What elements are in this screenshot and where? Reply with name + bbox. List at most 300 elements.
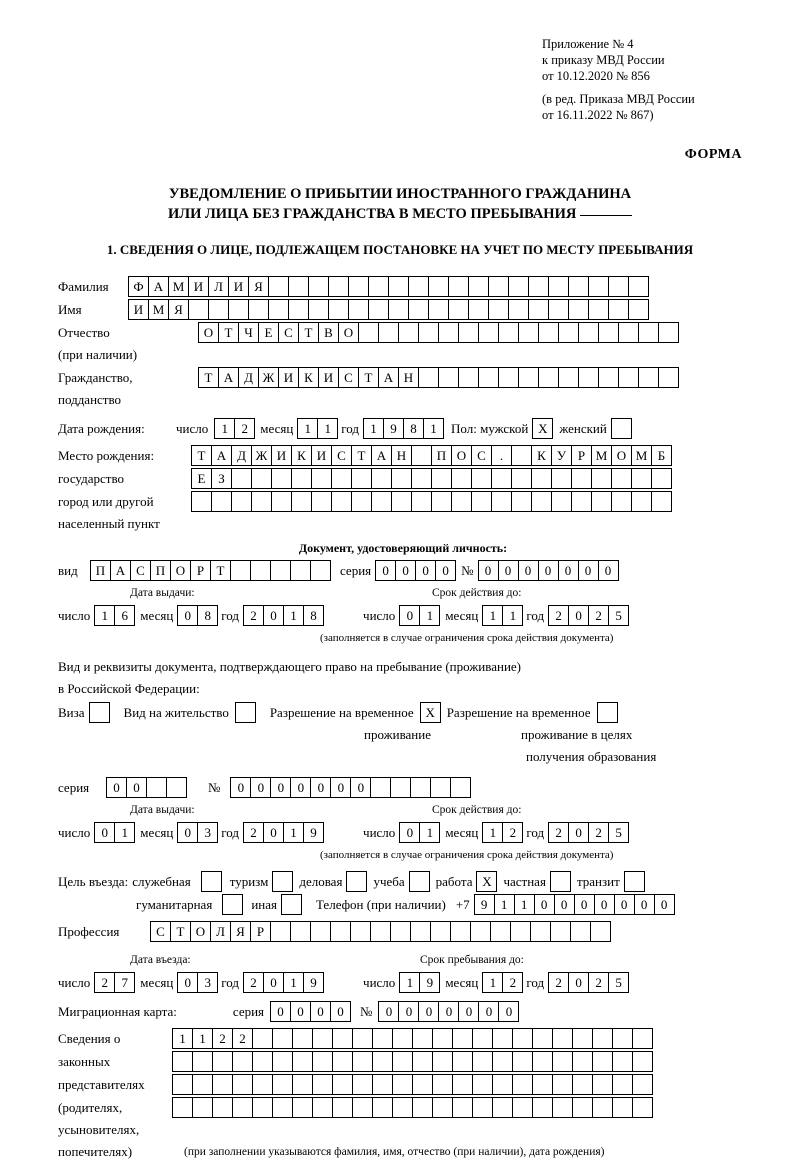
cell[interactable] (611, 468, 632, 489)
cell[interactable] (588, 299, 609, 320)
cell[interactable] (450, 777, 471, 798)
cell[interactable] (378, 322, 399, 343)
surname-cells[interactable] (128, 276, 648, 297)
cell[interactable]: 1 (494, 894, 515, 915)
cell[interactable]: 5 (608, 972, 629, 993)
cell[interactable] (511, 468, 532, 489)
cell[interactable]: М (148, 299, 169, 320)
cell[interactable]: 1 (283, 972, 304, 993)
cell[interactable]: 0 (378, 1001, 399, 1022)
birthdate-year-cells[interactable] (363, 418, 443, 439)
cell[interactable] (372, 1028, 393, 1049)
cell[interactable]: А (211, 445, 232, 466)
cell[interactable] (388, 299, 409, 320)
cell[interactable] (432, 1051, 453, 1072)
cell[interactable] (166, 777, 187, 798)
identity-doc-number-cells[interactable] (478, 560, 618, 581)
cell[interactable] (391, 491, 412, 512)
cell[interactable]: 0 (270, 1001, 291, 1022)
cell[interactable] (371, 491, 392, 512)
cell[interactable]: 1 (502, 605, 523, 626)
cell[interactable]: И (228, 276, 249, 297)
cell[interactable]: Я (168, 299, 189, 320)
purpose-checkbox-humanitarian[interactable] (222, 894, 243, 915)
cell[interactable] (252, 1051, 273, 1072)
identity-doc-series-cells[interactable] (375, 560, 455, 581)
citizenship-cells[interactable] (198, 367, 678, 388)
birthplace-cells-row2[interactable] (191, 468, 671, 489)
cell[interactable] (310, 560, 331, 581)
cell[interactable] (310, 921, 331, 942)
cell[interactable] (492, 1074, 513, 1095)
cell[interactable] (450, 921, 471, 942)
cell[interactable] (448, 299, 469, 320)
cell[interactable]: З (211, 468, 232, 489)
cell[interactable] (232, 1097, 253, 1118)
cell[interactable]: Л (210, 921, 231, 942)
identity-issue-year-cells[interactable] (243, 605, 323, 626)
cell[interactable] (252, 1074, 273, 1095)
birthdate-month-cells[interactable] (297, 418, 337, 439)
cell[interactable]: Р (571, 445, 592, 466)
cell[interactable] (332, 1051, 353, 1072)
cell[interactable] (452, 1074, 473, 1095)
cell[interactable]: А (148, 276, 169, 297)
cell[interactable]: Р (250, 921, 271, 942)
cell[interactable] (408, 276, 429, 297)
cell[interactable] (271, 468, 292, 489)
cell[interactable] (350, 921, 371, 942)
cell[interactable] (538, 322, 559, 343)
cell[interactable]: Т (191, 445, 212, 466)
cell[interactable] (592, 1074, 613, 1095)
cell[interactable] (331, 491, 352, 512)
cell[interactable]: 0 (177, 972, 198, 993)
cell[interactable]: 0 (578, 560, 599, 581)
cell[interactable]: А (371, 445, 392, 466)
cell[interactable]: 5 (608, 822, 629, 843)
temp-residence-edu-checkbox[interactable] (597, 702, 618, 723)
identity-valid-month-cells[interactable] (482, 605, 522, 626)
stay-doc-number-cells[interactable] (230, 777, 470, 798)
cell[interactable] (272, 1028, 293, 1049)
cell[interactable]: О (170, 560, 191, 581)
cell[interactable]: 1 (114, 822, 135, 843)
cell[interactable] (568, 276, 589, 297)
cell[interactable] (632, 1051, 653, 1072)
cell[interactable] (591, 491, 612, 512)
cell[interactable] (390, 777, 411, 798)
cell[interactable] (572, 1097, 593, 1118)
cell[interactable] (410, 777, 431, 798)
cell[interactable]: 0 (574, 894, 595, 915)
cell[interactable] (188, 299, 209, 320)
cell[interactable]: А (218, 367, 239, 388)
cell[interactable] (638, 322, 659, 343)
cell[interactable] (192, 1051, 213, 1072)
cell[interactable] (578, 367, 599, 388)
cell[interactable]: 0 (230, 777, 251, 798)
cell[interactable]: Ж (258, 367, 279, 388)
cell[interactable] (571, 491, 592, 512)
cell[interactable]: 0 (395, 560, 416, 581)
cell[interactable] (632, 1074, 653, 1095)
cell[interactable]: О (611, 445, 632, 466)
cell[interactable] (431, 491, 452, 512)
birthplace-cells-row1[interactable] (191, 445, 671, 466)
cell[interactable] (358, 322, 379, 343)
cell[interactable]: М (168, 276, 189, 297)
cell[interactable]: 0 (290, 1001, 311, 1022)
cell[interactable] (372, 1097, 393, 1118)
cell[interactable]: 2 (243, 972, 264, 993)
cell[interactable]: Б (651, 445, 672, 466)
cell[interactable] (288, 299, 309, 320)
cell[interactable]: У (551, 445, 572, 466)
legal-reps-cells-row4[interactable] (172, 1097, 652, 1118)
cell[interactable]: 1 (363, 418, 384, 439)
cell[interactable] (146, 777, 167, 798)
cell[interactable] (452, 1028, 473, 1049)
cell[interactable] (451, 491, 472, 512)
cell[interactable] (418, 367, 439, 388)
cell[interactable]: Т (198, 367, 219, 388)
cell[interactable] (618, 322, 639, 343)
cell[interactable]: 2 (588, 605, 609, 626)
cell[interactable] (592, 1028, 613, 1049)
cell[interactable]: К (531, 445, 552, 466)
cell[interactable] (432, 1097, 453, 1118)
cell[interactable]: И (318, 367, 339, 388)
purpose-checkbox-private[interactable] (550, 871, 571, 892)
cell[interactable] (348, 276, 369, 297)
cell[interactable]: С (471, 445, 492, 466)
cell[interactable]: 2 (243, 822, 264, 843)
cell[interactable] (392, 1051, 413, 1072)
identity-issue-day-cells[interactable] (94, 605, 134, 626)
cell[interactable] (628, 299, 649, 320)
cell[interactable]: В (318, 322, 339, 343)
residence-permit-checkbox[interactable] (235, 702, 256, 723)
cell[interactable] (568, 299, 589, 320)
cell[interactable] (608, 299, 629, 320)
cell[interactable] (192, 1097, 213, 1118)
cell[interactable] (590, 921, 611, 942)
cell[interactable] (512, 1097, 533, 1118)
cell[interactable]: 8 (197, 605, 218, 626)
cell[interactable] (371, 468, 392, 489)
cell[interactable] (428, 299, 449, 320)
cell[interactable] (292, 1051, 313, 1072)
cell[interactable]: 1 (419, 605, 440, 626)
cell[interactable]: 0 (538, 560, 559, 581)
cell[interactable]: 9 (419, 972, 440, 993)
cell[interactable]: 0 (568, 972, 589, 993)
cell[interactable]: 0 (290, 777, 311, 798)
identity-valid-day-cells[interactable] (399, 605, 439, 626)
cell[interactable] (552, 1097, 573, 1118)
stay-doc-series-cells[interactable] (106, 777, 186, 798)
cell[interactable] (390, 921, 411, 942)
cell[interactable] (352, 1097, 373, 1118)
stay-doc-valid-month-cells[interactable] (482, 822, 522, 843)
temp-residence-checkbox[interactable]: X (420, 702, 441, 723)
cell[interactable] (518, 322, 539, 343)
cell[interactable]: Я (230, 921, 251, 942)
cell[interactable]: 1 (423, 418, 444, 439)
cell[interactable] (292, 1028, 313, 1049)
cell[interactable] (418, 322, 439, 343)
cell[interactable] (208, 299, 229, 320)
cell[interactable] (328, 276, 349, 297)
cell[interactable] (351, 491, 372, 512)
cell[interactable] (172, 1051, 193, 1072)
cell[interactable]: О (198, 322, 219, 343)
cell[interactable]: 0 (263, 605, 284, 626)
cell[interactable]: О (451, 445, 472, 466)
cell[interactable] (592, 1051, 613, 1072)
cell[interactable]: О (338, 322, 359, 343)
cell[interactable] (598, 367, 619, 388)
cell[interactable] (508, 299, 529, 320)
cell[interactable] (268, 276, 289, 297)
cell[interactable]: 0 (418, 1001, 439, 1022)
cell[interactable] (411, 445, 432, 466)
cell[interactable] (612, 1051, 633, 1072)
cell[interactable]: 0 (594, 894, 615, 915)
cell[interactable]: 2 (94, 972, 115, 993)
cell[interactable]: М (591, 445, 612, 466)
cell[interactable]: И (311, 445, 332, 466)
cell[interactable]: 2 (212, 1028, 233, 1049)
cell[interactable]: 0 (534, 894, 555, 915)
cell[interactable]: 2 (502, 822, 523, 843)
cell[interactable] (251, 468, 272, 489)
cell[interactable] (368, 276, 389, 297)
cell[interactable] (411, 468, 432, 489)
cell[interactable] (612, 1074, 633, 1095)
cell[interactable]: П (150, 560, 171, 581)
cell[interactable] (578, 322, 599, 343)
migration-card-number-cells[interactable] (378, 1001, 518, 1022)
cell[interactable] (498, 367, 519, 388)
cell[interactable] (492, 1097, 513, 1118)
cell[interactable] (288, 276, 309, 297)
cell[interactable] (412, 1097, 433, 1118)
cell[interactable] (491, 491, 512, 512)
cell[interactable] (172, 1097, 193, 1118)
cell[interactable] (412, 1074, 433, 1095)
cell[interactable]: Р (190, 560, 211, 581)
cell[interactable] (251, 491, 272, 512)
cell[interactable] (212, 1097, 233, 1118)
cell[interactable] (531, 491, 552, 512)
cell[interactable] (191, 491, 212, 512)
cell[interactable]: 2 (548, 822, 569, 843)
cell[interactable] (628, 276, 649, 297)
cell[interactable]: Ж (251, 445, 272, 466)
cell[interactable] (550, 921, 571, 942)
cell[interactable]: 0 (263, 822, 284, 843)
cell[interactable] (290, 921, 311, 942)
cell[interactable]: 0 (478, 560, 499, 581)
cell[interactable]: . (491, 445, 512, 466)
cell[interactable]: Е (191, 468, 212, 489)
cell[interactable] (248, 299, 269, 320)
cell[interactable]: 0 (310, 777, 331, 798)
cell[interactable]: 6 (114, 605, 135, 626)
cell[interactable] (570, 921, 591, 942)
cell[interactable]: 0 (498, 1001, 519, 1022)
cell[interactable]: 0 (263, 972, 284, 993)
cell[interactable] (290, 560, 311, 581)
cell[interactable]: 0 (568, 822, 589, 843)
cell[interactable] (432, 1074, 453, 1095)
cell[interactable] (292, 1097, 313, 1118)
cell[interactable]: П (431, 445, 452, 466)
cell[interactable]: 0 (375, 560, 396, 581)
profession-cells[interactable] (150, 921, 610, 942)
cell[interactable] (452, 1051, 473, 1072)
cell[interactable]: 9 (303, 972, 324, 993)
cell[interactable]: 0 (568, 605, 589, 626)
cell[interactable] (252, 1097, 273, 1118)
legal-reps-cells-row1[interactable] (172, 1028, 652, 1049)
cell[interactable]: 1 (514, 894, 535, 915)
cell[interactable] (232, 1074, 253, 1095)
cell[interactable]: 0 (177, 822, 198, 843)
cell[interactable] (518, 367, 539, 388)
cell[interactable] (548, 276, 569, 297)
cell[interactable]: 0 (438, 1001, 459, 1022)
cell[interactable] (510, 921, 531, 942)
cell[interactable] (558, 322, 579, 343)
stay-doc-issue-month-cells[interactable] (177, 822, 217, 843)
cell[interactable] (632, 1028, 653, 1049)
cell[interactable]: 1 (482, 822, 503, 843)
cell[interactable] (308, 276, 329, 297)
cell[interactable]: 7 (114, 972, 135, 993)
cell[interactable]: Ф (128, 276, 149, 297)
cell[interactable]: 0 (94, 822, 115, 843)
cell[interactable]: И (128, 299, 149, 320)
cell[interactable] (438, 322, 459, 343)
cell[interactable]: 5 (608, 605, 629, 626)
cell[interactable] (512, 1051, 533, 1072)
cell[interactable] (512, 1074, 533, 1095)
cell[interactable] (292, 1074, 313, 1095)
cell[interactable] (392, 1097, 413, 1118)
cell[interactable]: 0 (330, 777, 351, 798)
cell[interactable]: 0 (350, 777, 371, 798)
cell[interactable] (332, 1097, 353, 1118)
migration-card-series-cells[interactable] (270, 1001, 350, 1022)
cell[interactable] (232, 1051, 253, 1072)
cell[interactable] (352, 1028, 373, 1049)
cell[interactable] (488, 299, 509, 320)
cell[interactable] (272, 1051, 293, 1072)
cell[interactable] (408, 299, 429, 320)
cell[interactable]: 0 (250, 777, 271, 798)
cell[interactable] (512, 1028, 533, 1049)
cell[interactable] (351, 468, 372, 489)
cell[interactable]: Е (258, 322, 279, 343)
cell[interactable] (308, 299, 329, 320)
cell[interactable] (272, 1074, 293, 1095)
cell[interactable] (372, 1051, 393, 1072)
name-cells[interactable] (128, 299, 648, 320)
cell[interactable]: 9 (383, 418, 404, 439)
purpose-checkbox-transit[interactable] (624, 871, 645, 892)
cell[interactable] (270, 921, 291, 942)
cell[interactable] (271, 491, 292, 512)
purpose-checkbox-official[interactable] (201, 871, 222, 892)
cell[interactable] (412, 1051, 433, 1072)
cell[interactable] (472, 1074, 493, 1095)
cell[interactable] (658, 322, 679, 343)
cell[interactable] (348, 299, 369, 320)
cell[interactable]: Т (218, 322, 239, 343)
cell[interactable] (430, 921, 451, 942)
purpose-checkbox-tourism[interactable] (272, 871, 293, 892)
identity-issue-month-cells[interactable] (177, 605, 217, 626)
cell[interactable]: 2 (548, 605, 569, 626)
cell[interactable]: С (130, 560, 151, 581)
cell[interactable] (172, 1074, 193, 1095)
cell[interactable] (612, 1097, 633, 1118)
cell[interactable]: 0 (478, 1001, 499, 1022)
cell[interactable] (392, 1028, 413, 1049)
cell[interactable] (558, 367, 579, 388)
cell[interactable]: Т (351, 445, 372, 466)
cell[interactable] (370, 921, 391, 942)
purpose-checkbox-other[interactable] (281, 894, 302, 915)
cell[interactable] (532, 1097, 553, 1118)
cell[interactable]: 1 (399, 972, 420, 993)
cell[interactable] (470, 921, 491, 942)
cell[interactable] (352, 1051, 373, 1072)
cell[interactable] (508, 276, 529, 297)
cell[interactable] (548, 299, 569, 320)
stay-doc-issue-year-cells[interactable] (243, 822, 323, 843)
cell[interactable]: Д (231, 445, 252, 466)
cell[interactable] (268, 299, 289, 320)
cell[interactable] (551, 468, 572, 489)
cell[interactable] (451, 468, 472, 489)
stay-day-cells[interactable] (399, 972, 439, 993)
identity-valid-year-cells[interactable] (548, 605, 628, 626)
legal-reps-cells-row2[interactable] (172, 1051, 652, 1072)
cell[interactable] (312, 1051, 333, 1072)
cell[interactable] (270, 560, 291, 581)
cell[interactable]: 0 (498, 560, 519, 581)
cell[interactable] (532, 1028, 553, 1049)
patronymic-cells[interactable] (198, 322, 678, 343)
cell[interactable] (272, 1097, 293, 1118)
entry-year-cells[interactable] (243, 972, 323, 993)
visa-checkbox[interactable] (89, 702, 110, 723)
cell[interactable]: 2 (588, 972, 609, 993)
cell[interactable]: 0 (330, 1001, 351, 1022)
cell[interactable] (552, 1028, 573, 1049)
cell[interactable]: М (631, 445, 652, 466)
cell[interactable]: Ч (238, 322, 259, 343)
cell[interactable] (592, 1097, 613, 1118)
cell[interactable]: 0 (270, 777, 291, 798)
cell[interactable] (312, 1074, 333, 1095)
cell[interactable] (511, 491, 532, 512)
cell[interactable] (438, 367, 459, 388)
